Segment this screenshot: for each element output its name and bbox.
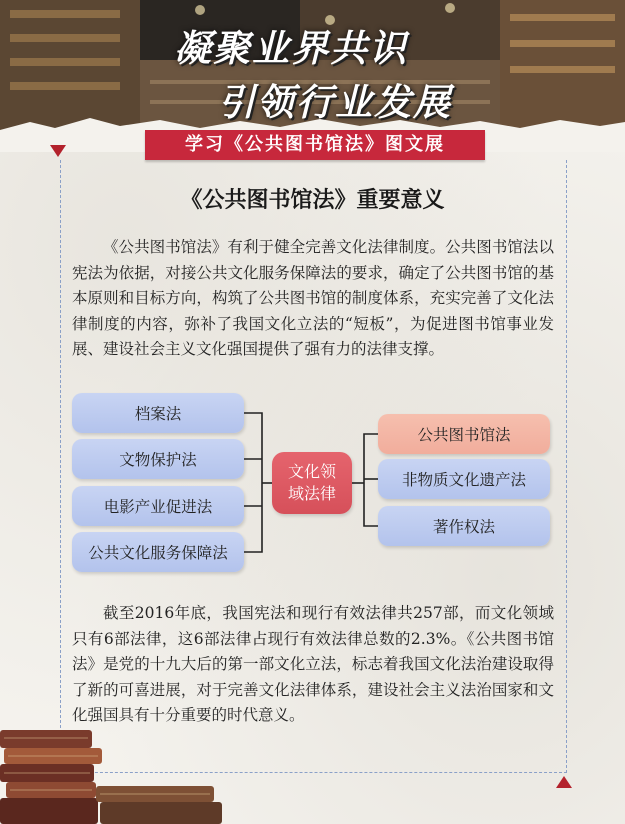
- law-node-archives: 档案法: [72, 393, 244, 433]
- center-label-line2: 域法律: [287, 484, 336, 503]
- law-node-public-culture: 公共文化服务保障法: [72, 532, 244, 572]
- law-node-cultural-laws: [272, 452, 352, 514]
- exhibition-subtitle: 学习《公共图书馆法》图文展: [145, 130, 485, 160]
- banner-title-line2: 引领行业发展: [218, 81, 452, 124]
- law-node-public-library: 公共图书馆法: [378, 414, 550, 454]
- stacked-books-illustration: [0, 728, 260, 824]
- center-label-line1: 文化领: [287, 462, 336, 481]
- triangle-marker-icon: [50, 145, 66, 159]
- law-node-film: 电影产业促进法: [72, 486, 244, 526]
- law-node-copyright: 著作权法: [378, 506, 550, 546]
- triangle-marker-icon: [556, 776, 572, 790]
- banner-title-line1: 凝聚业界共识: [174, 27, 408, 70]
- paragraph-significance: 《公共图书馆法》有利于健全完善文化法律制度。公共图书馆法以宪法为依据，对接公共文化服务保障法的要求，确定了公共图书馆的基本原则和目标方向，构筑了公共图书馆的制度体系，充实完善了文化法律制度的内容，弥补了我国文化立法的“短板”，为促进图书馆事业发展、建设社会主义文化强国提供了强有力的法律支撑。: [72, 238, 554, 358]
- paragraph-statistics: 截至2016年底，我国宪法和现行有效法律共257部，而文化领域只有6部法律，这6部法律占现行有效法律总数的2.3%。《公共图书馆法》是党的十九大后的第一部文化立法，标志着我国文化法治建设取得了新的可喜进展，对于完善文化法律体系，建设社会主义法治国家和文化强国具有十分重要的时代意义。: [72, 604, 554, 724]
- section-heading: 《公共图书馆法》重要意义: [180, 187, 445, 213]
- law-node-intangible-heritage: 非物质文化遗产法: [378, 459, 550, 499]
- law-node-relics: 文物保护法: [72, 439, 244, 479]
